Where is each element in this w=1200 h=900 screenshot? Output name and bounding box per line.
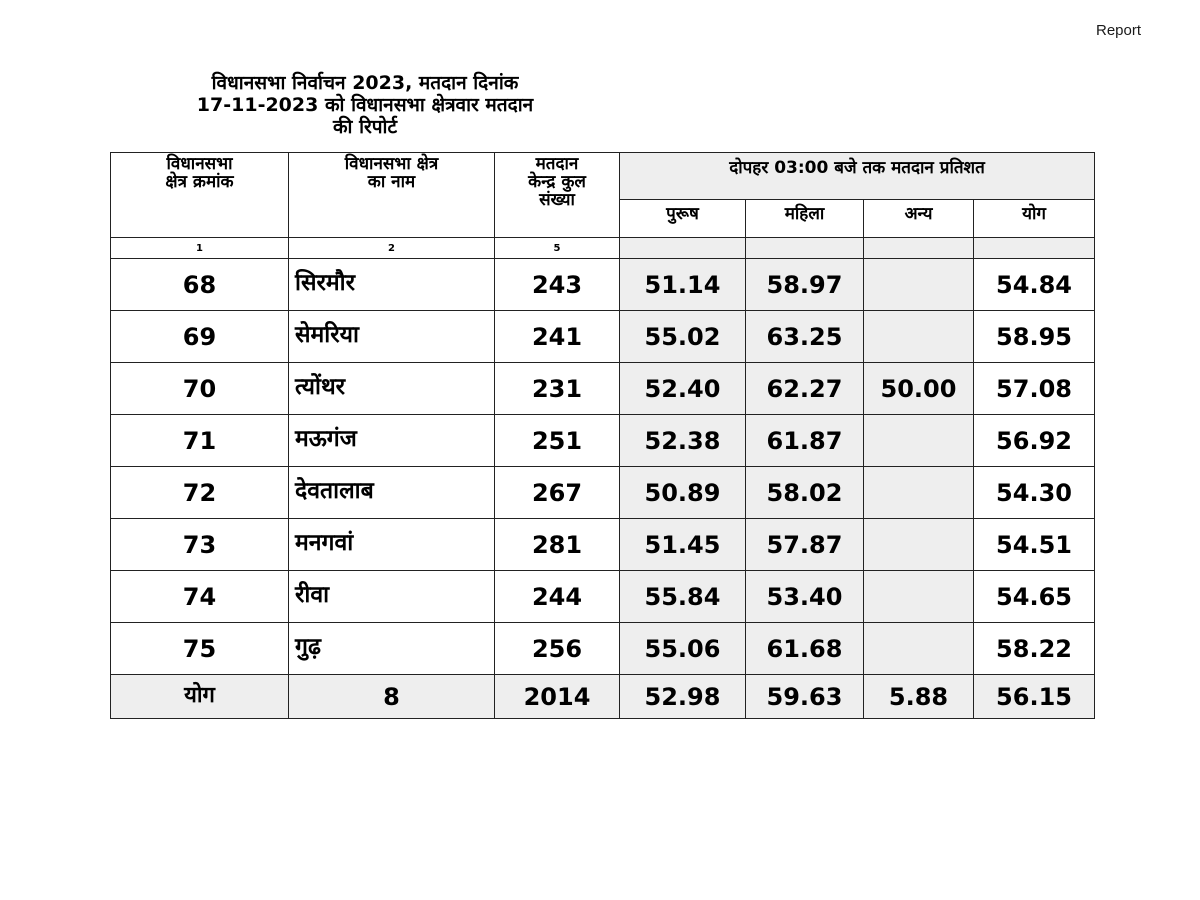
constituency-name-cell: त्योंथर bbox=[289, 363, 495, 415]
column-number: 2 bbox=[289, 238, 495, 259]
polling-centers-cell: 267 bbox=[495, 467, 620, 519]
other-turnout-cell bbox=[864, 259, 974, 311]
totals-male: 52.98 bbox=[620, 675, 746, 719]
header-constituency-name-line2: का नाम bbox=[367, 172, 416, 192]
totals-centers: 2014 bbox=[495, 675, 620, 719]
constituency-name-cell: मनगवां bbox=[289, 519, 495, 571]
table-row bbox=[111, 623, 1095, 675]
header-constituency-name-line1: विधानसभा क्षेत्र bbox=[344, 154, 439, 174]
constituency-name-cell: सेमरिया bbox=[289, 311, 495, 363]
constituency-number-cell: 69 bbox=[111, 311, 289, 363]
totals-row bbox=[111, 675, 1095, 719]
female-turnout-cell: 62.27 bbox=[746, 363, 864, 415]
male-turnout-cell: 55.84 bbox=[620, 571, 746, 623]
column-number-empty bbox=[974, 238, 1095, 259]
table-row bbox=[111, 571, 1095, 623]
male-turnout-cell: 52.40 bbox=[620, 363, 746, 415]
header-other: अन्य bbox=[864, 200, 974, 238]
polling-centers-cell: 251 bbox=[495, 415, 620, 467]
total-turnout-cell: 58.95 bbox=[974, 311, 1095, 363]
constituency-number-cell: 70 bbox=[111, 363, 289, 415]
total-turnout-cell: 57.08 bbox=[974, 363, 1095, 415]
other-turnout-cell bbox=[864, 623, 974, 675]
female-turnout-cell: 58.02 bbox=[746, 467, 864, 519]
column-number-empty bbox=[864, 238, 974, 259]
other-turnout-cell: 50.00 bbox=[864, 363, 974, 415]
title-line-2: 17-11-2023 को विधानसभा क्षेत्रवार मतदान bbox=[196, 94, 534, 116]
header-male: पुरूष bbox=[620, 200, 746, 238]
other-turnout-cell bbox=[864, 311, 974, 363]
polling-centers-cell: 244 bbox=[495, 571, 620, 623]
header-polling-centers-line1: मतदान bbox=[535, 154, 579, 174]
header-turnout-group: दोपहर 03:00 बजे तक मतदान प्रतिशत bbox=[620, 153, 1095, 200]
report-title bbox=[110, 72, 620, 138]
constituency-number-cell: 71 bbox=[111, 415, 289, 467]
totals-other: 5.88 bbox=[864, 675, 974, 719]
female-turnout-cell: 63.25 bbox=[746, 311, 864, 363]
header-constituency-name bbox=[289, 153, 495, 238]
constituency-name-cell: देवतालाब bbox=[289, 467, 495, 519]
female-turnout-cell: 61.68 bbox=[746, 623, 864, 675]
header-female: महिला bbox=[746, 200, 864, 238]
report-link[interactable]: Report bbox=[1096, 22, 1142, 39]
column-number-empty bbox=[620, 238, 746, 259]
other-turnout-cell bbox=[864, 467, 974, 519]
polling-report-table bbox=[110, 152, 1095, 719]
total-turnout-cell: 54.84 bbox=[974, 259, 1095, 311]
title-line-1: विधानसभा निर्वाचन 2023, मतदान दिनांक bbox=[211, 72, 519, 94]
header-polling-centers-line3: संख्या bbox=[539, 190, 575, 210]
female-turnout-cell: 57.87 bbox=[746, 519, 864, 571]
table-row bbox=[111, 259, 1095, 311]
total-turnout-cell: 56.92 bbox=[974, 415, 1095, 467]
total-turnout-cell: 54.51 bbox=[974, 519, 1095, 571]
totals-constituencies: 8 bbox=[289, 675, 495, 719]
table-row bbox=[111, 311, 1095, 363]
table-row bbox=[111, 415, 1095, 467]
constituency-name-cell: रीवा bbox=[289, 571, 495, 623]
constituency-number-cell: 75 bbox=[111, 623, 289, 675]
table-row bbox=[111, 363, 1095, 415]
total-turnout-cell: 58.22 bbox=[974, 623, 1095, 675]
polling-centers-cell: 243 bbox=[495, 259, 620, 311]
female-turnout-cell: 53.40 bbox=[746, 571, 864, 623]
polling-centers-cell: 241 bbox=[495, 311, 620, 363]
title-line-3: की रिपोर्ट bbox=[332, 116, 398, 138]
constituency-number-cell: 68 bbox=[111, 259, 289, 311]
header-polling-centers bbox=[495, 153, 620, 238]
male-turnout-cell: 51.14 bbox=[620, 259, 746, 311]
male-turnout-cell: 55.02 bbox=[620, 311, 746, 363]
female-turnout-cell: 58.97 bbox=[746, 259, 864, 311]
constituency-name-cell: सिरमौर bbox=[289, 259, 495, 311]
table-row bbox=[111, 519, 1095, 571]
table-row bbox=[111, 467, 1095, 519]
female-turnout-cell: 61.87 bbox=[746, 415, 864, 467]
column-number-row bbox=[111, 238, 1095, 259]
constituency-number-cell: 73 bbox=[111, 519, 289, 571]
polling-centers-cell: 256 bbox=[495, 623, 620, 675]
header-constituency-number-line1: विधानसभा bbox=[166, 154, 233, 174]
totals-label: योग bbox=[111, 675, 289, 719]
constituency-number-cell: 72 bbox=[111, 467, 289, 519]
polling-centers-cell: 281 bbox=[495, 519, 620, 571]
other-turnout-cell bbox=[864, 415, 974, 467]
constituency-name-cell: मऊगंज bbox=[289, 415, 495, 467]
male-turnout-cell: 51.45 bbox=[620, 519, 746, 571]
totals-female: 59.63 bbox=[746, 675, 864, 719]
male-turnout-cell: 50.89 bbox=[620, 467, 746, 519]
column-number-empty bbox=[746, 238, 864, 259]
header-total: योग bbox=[974, 200, 1095, 238]
header-constituency-number bbox=[111, 153, 289, 238]
column-number: 1 bbox=[111, 238, 289, 259]
polling-centers-cell: 231 bbox=[495, 363, 620, 415]
male-turnout-cell: 52.38 bbox=[620, 415, 746, 467]
totals-total: 56.15 bbox=[974, 675, 1095, 719]
column-number: 5 bbox=[495, 238, 620, 259]
total-turnout-cell: 54.30 bbox=[974, 467, 1095, 519]
header-polling-centers-line2: केन्द्र कुल bbox=[528, 172, 586, 192]
constituency-name-cell: गुढ़ bbox=[289, 623, 495, 675]
male-turnout-cell: 55.06 bbox=[620, 623, 746, 675]
other-turnout-cell bbox=[864, 519, 974, 571]
constituency-number-cell: 74 bbox=[111, 571, 289, 623]
other-turnout-cell bbox=[864, 571, 974, 623]
header-constituency-number-line2: क्षेत्र क्रमांक bbox=[165, 172, 234, 192]
total-turnout-cell: 54.65 bbox=[974, 571, 1095, 623]
